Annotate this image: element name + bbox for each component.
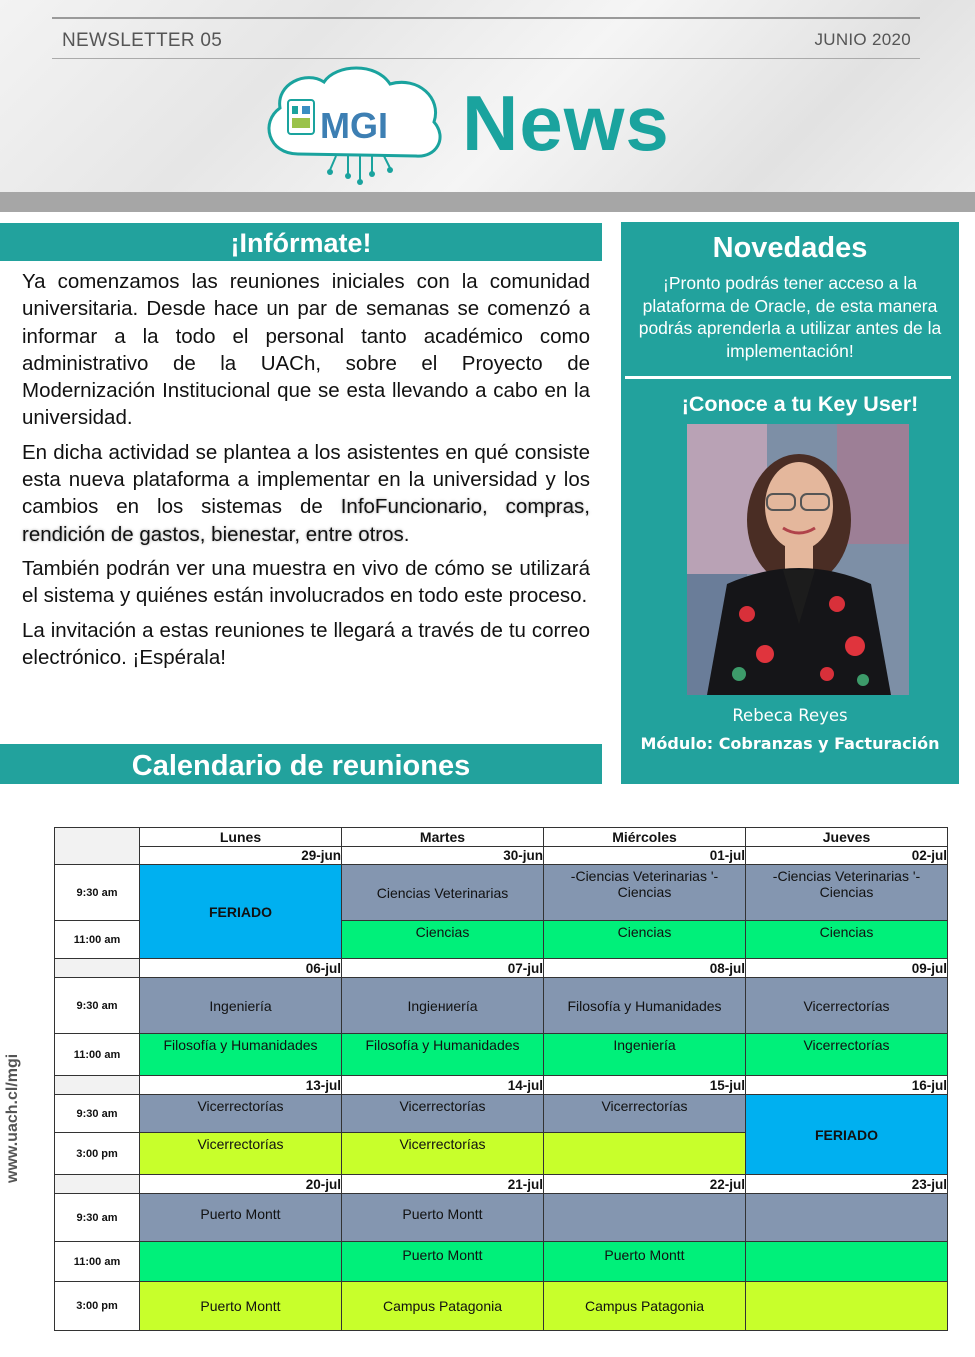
meeting-cell xyxy=(544,1242,746,1282)
meeting-label: Ciencias xyxy=(415,924,470,940)
highlighted-systems: InfoFuncionario, compras, rendición de gastos, bienestar, entre otros xyxy=(22,495,590,546)
meeting-cell xyxy=(746,1242,948,1282)
meeting-cell: Ingiениería xyxy=(342,978,544,1034)
paragraph: También podrán ver una muestra en vivo de cómo se utilizará el sistema y quiénes están involucrados en todo este proceso. xyxy=(22,556,590,608)
meeting-cell xyxy=(342,921,544,959)
date-cell: 16-jul xyxy=(746,1076,948,1095)
meeting-label: Puerto Montt xyxy=(604,1247,685,1263)
paragraph: Ya comenzamos las reuniones iniciales con la comunidad universitaria. Desde hace un par de semanas se comenzó a informar a la todo el personal tanto académico como administrativo de la UACh, sobre el Proyecto de Modernización Institucional que se esta llevando a cabo en la universidad. xyxy=(22,270,590,430)
time-cell: 9:30 am xyxy=(55,1095,140,1133)
meeting-label: Ciencias xyxy=(819,924,874,940)
spacer-cell xyxy=(55,1076,140,1095)
divider xyxy=(625,376,951,379)
meeting-label: Ingeniería xyxy=(613,1037,676,1053)
meeting-cell xyxy=(140,1242,342,1282)
newsletter-title: News xyxy=(462,79,670,167)
key-user-title: ¡Conoce a tu Key User! xyxy=(681,392,919,416)
date-cell: 20-jul xyxy=(140,1175,342,1194)
meeting-cell: Campus Patagonia xyxy=(544,1282,746,1331)
calendar-heading: Calendario de reuniones xyxy=(0,744,602,784)
meeting-cell: Campus Patagonia xyxy=(342,1282,544,1331)
day-header: Lunes xyxy=(140,828,342,847)
header-gray-band xyxy=(0,192,975,212)
header-top-rule xyxy=(52,17,920,19)
date-cell: 06-jul xyxy=(140,959,342,978)
meeting-label: Vicerrectorías xyxy=(197,1098,284,1114)
meeting-cell xyxy=(544,865,746,921)
key-user-photo xyxy=(687,424,909,695)
date-cell: 29-jun xyxy=(140,847,342,865)
time-cell: 11:00 am xyxy=(55,1034,140,1076)
date-cell: 22-jul xyxy=(544,1175,746,1194)
meeting-label: Vicerrectorías xyxy=(803,1037,890,1053)
meeting-label: Vicerrectorías xyxy=(601,1098,688,1114)
date-cell: 23-jul xyxy=(746,1175,948,1194)
date-cell: 08-jul xyxy=(544,959,746,978)
meeting-label: Puerto Montt xyxy=(200,1206,281,1222)
day-header: Miércoles xyxy=(544,828,746,847)
mgi-logo xyxy=(258,62,448,186)
meeting-cell xyxy=(342,1133,544,1175)
date-cell: 09-jul xyxy=(746,959,948,978)
meeting-cell: Puerto Montt xyxy=(140,1282,342,1331)
meeting-cell xyxy=(544,1034,746,1076)
meeting-label xyxy=(748,1242,945,1245)
meeting-cell xyxy=(544,1133,746,1175)
meeting-cell xyxy=(746,1194,948,1242)
meeting-label: Puerto Montt xyxy=(402,1206,483,1222)
meeting-label: Filosofía y Humanidades xyxy=(163,1037,318,1053)
time-cell: 9:30 am xyxy=(55,978,140,1034)
meeting-cell: Vicerrectorías xyxy=(746,978,948,1034)
svg-text:MGI: MGI xyxy=(320,105,388,146)
meeting-label: Puerto Montt xyxy=(402,1247,483,1263)
meeting-cell xyxy=(746,1282,948,1331)
meeting-cell xyxy=(342,1095,544,1133)
time-cell: 3:00 pm xyxy=(55,1133,140,1175)
meeting-label: Ciencias xyxy=(617,924,672,940)
paragraph-text: En dicha actividad se plantea a los asistentes en qué consiste esta nueva plataforma a implementar en la universidad y los cambios en los sistemas de xyxy=(22,440,590,519)
time-cell: 3:00 pm xyxy=(55,1282,140,1331)
meeting-cell xyxy=(544,921,746,959)
header-bottom-rule xyxy=(52,58,920,59)
novedades-title: Novedades xyxy=(712,232,868,264)
day-header: Martes xyxy=(342,828,544,847)
meeting-cell xyxy=(544,1194,746,1242)
meeting-cell xyxy=(746,1034,948,1076)
meeting-label: Vicerrectorías xyxy=(399,1136,486,1152)
novedades-text: ¡Pronto podrás tener acceso a la plataforma de Oracle, de esta manera podrás aprenderla a utilizar antes de la implementación! xyxy=(638,273,942,361)
holiday-cell: FERIADO xyxy=(746,1095,948,1175)
informate-body xyxy=(22,268,590,678)
meeting-cell xyxy=(140,1034,342,1076)
date-cell: 30-jun xyxy=(342,847,544,865)
time-cell: 11:00 am xyxy=(55,1242,140,1282)
holiday-cell: FERIADO xyxy=(140,865,342,959)
meeting-cell xyxy=(746,921,948,959)
time-cell: 11:00 am xyxy=(55,921,140,959)
meeting-cell: Ciencias Veterinarias xyxy=(342,865,544,921)
date-cell: 21-jul xyxy=(342,1175,544,1194)
newsletter-number: NEWSLETTER 05 xyxy=(62,30,223,51)
date-cell: 14-jul xyxy=(342,1076,544,1095)
meeting-label xyxy=(546,1133,743,1136)
informate-heading: ¡Infórmate! xyxy=(0,223,602,261)
side-url: www.uach.cl/mgi xyxy=(4,1053,21,1183)
date-cell: 02-jul xyxy=(746,847,948,865)
meeting-label: Vicerrectorías xyxy=(399,1098,486,1114)
key-user-name: Rebeca Reyes xyxy=(732,706,848,725)
meeting-label xyxy=(142,1242,339,1245)
meeting-label: Vicerrectorías xyxy=(197,1136,284,1152)
meeting-cell: Filosofía y Humanidades xyxy=(544,978,746,1034)
meeting-cell xyxy=(140,1095,342,1133)
meeting-cell xyxy=(140,1194,342,1242)
meeting-label: Filosofía y Humanidades xyxy=(365,1037,520,1053)
meeting-cell xyxy=(342,1034,544,1076)
time-cell: 9:30 am xyxy=(55,865,140,921)
key-user-module: Módulo: Cobranzas y Facturación xyxy=(640,734,940,753)
corner-cell xyxy=(55,828,140,865)
day-header: Jueves xyxy=(746,828,948,847)
newsletter-date: JUNIO 2020 xyxy=(814,30,911,49)
date-cell: 01-jul xyxy=(544,847,746,865)
spacer-cell xyxy=(55,959,140,978)
meetings-calendar xyxy=(54,827,948,1331)
meeting-label xyxy=(748,1194,945,1197)
time-cell: 9:30 am xyxy=(55,1194,140,1242)
date-cell: 15-jul xyxy=(544,1076,746,1095)
newsletter-header xyxy=(0,0,975,192)
meeting-cell xyxy=(140,1133,342,1175)
date-cell: 07-jul xyxy=(342,959,544,978)
paragraph: La invitación a estas reuniones te llegará a través de tu correo electrónico. ¡Espérala! xyxy=(22,618,590,669)
date-cell: 13-jul xyxy=(140,1076,342,1095)
paragraph xyxy=(22,439,590,548)
novedades-box xyxy=(621,222,959,784)
paragraph-text: . xyxy=(403,522,410,546)
meeting-label: -Ciencias Veterinarias '-Ciencias xyxy=(570,868,719,900)
meeting-cell: Ingeniería xyxy=(140,978,342,1034)
meeting-label xyxy=(546,1194,743,1197)
spacer-cell xyxy=(55,1175,140,1194)
meeting-cell xyxy=(746,865,948,921)
meeting-cell xyxy=(342,1242,544,1282)
meeting-cell xyxy=(342,1194,544,1242)
meeting-label: -Ciencias Veterinarias '-Ciencias xyxy=(772,868,921,900)
meeting-cell xyxy=(544,1095,746,1133)
